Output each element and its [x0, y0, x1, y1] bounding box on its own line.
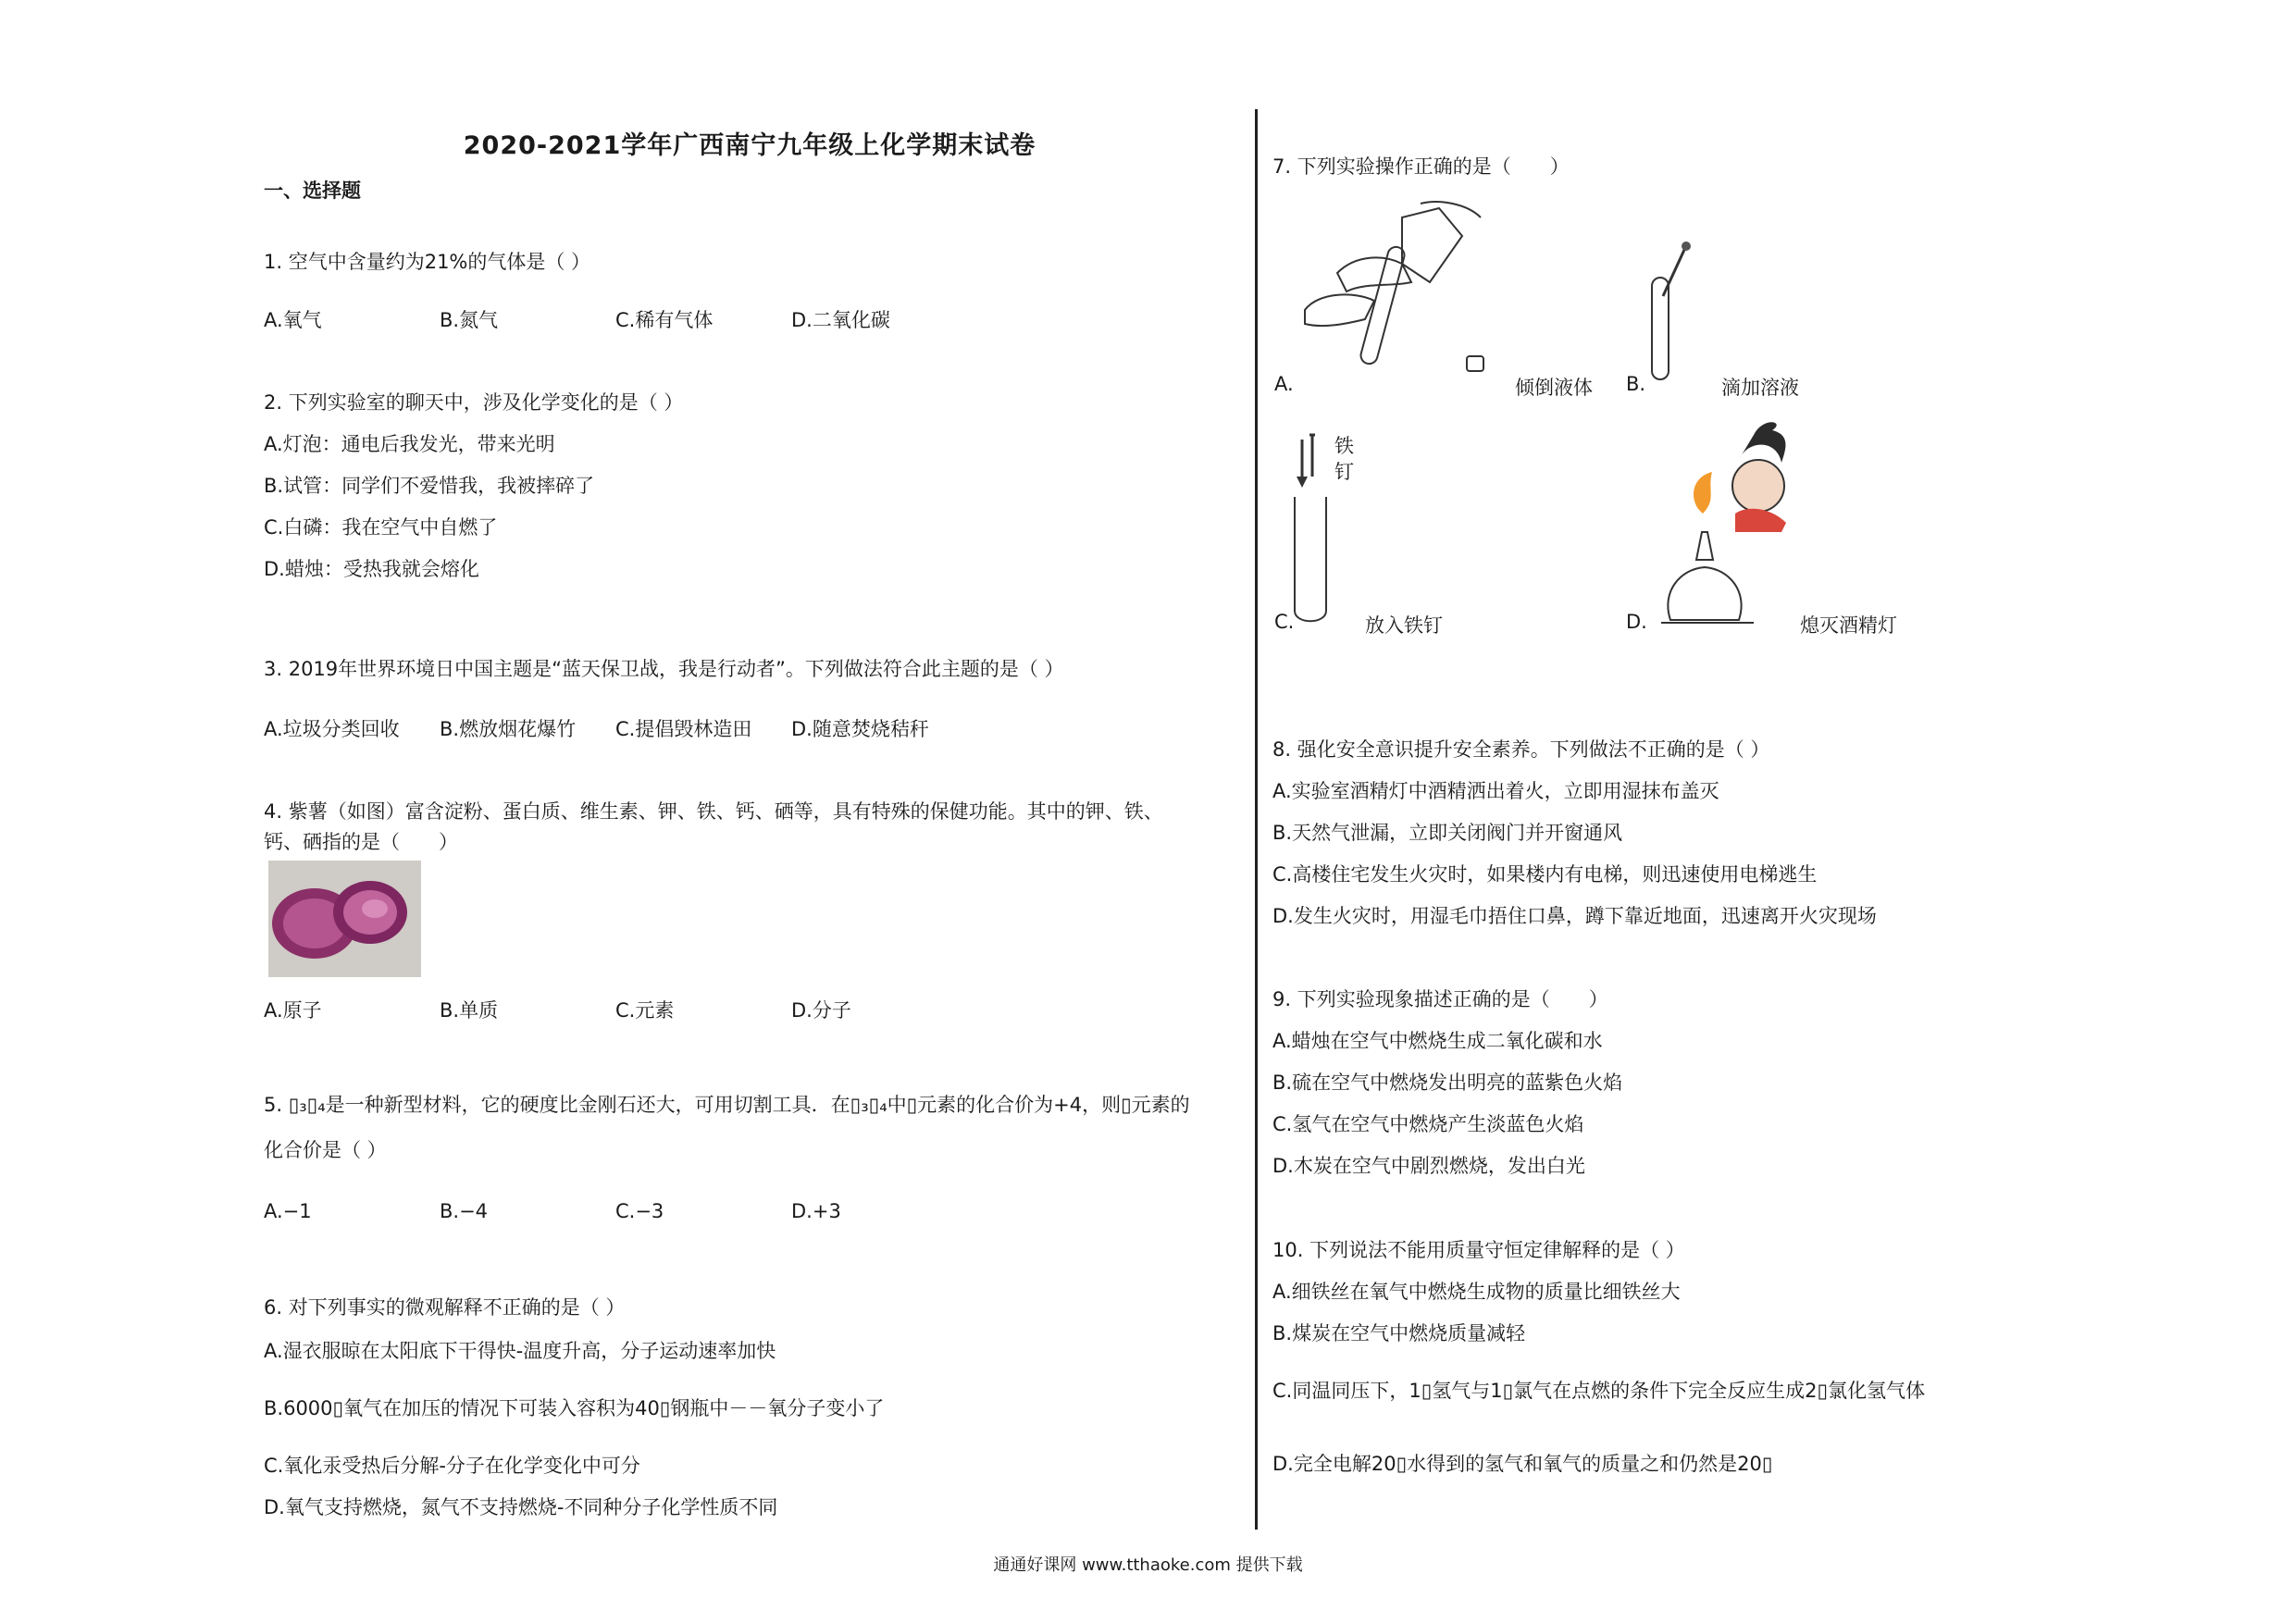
page-footer: 通通好课网 www.tthaoke.com 提供下载 — [993, 1555, 1303, 1575]
purple-sweet-potato-image — [268, 861, 421, 977]
q5-option-d: D.+3 — [791, 1200, 841, 1222]
q5-options — [264, 1200, 967, 1222]
pouring-liquid-figure — [1300, 199, 1485, 389]
column-divider — [1255, 109, 1258, 1530]
test-tube-nail-figure — [1293, 430, 1330, 625]
q5-option-b: B.−4 — [440, 1200, 489, 1222]
q5-option-a: A.−1 — [264, 1200, 312, 1222]
q5-option-c: C.−3 — [615, 1200, 664, 1222]
q4-option-b: B.单质 — [440, 999, 499, 1022]
q8-stem: 8. 强化安全意识提升安全素养。下列做法不正确的是（ ） — [1272, 738, 1770, 761]
q3-option-d: D.随意焚烧秸秆 — [791, 718, 929, 740]
q10-option-a: A.细铁丝在氧气中燃烧生成物的质量比细铁丝大 — [1272, 1281, 1681, 1303]
q9-stem: 9. 下列实验现象描述正确的是（ ） — [1272, 988, 1608, 1010]
q7-caption-b: 滴加溶液 — [1721, 377, 1799, 399]
q3-option-c: C.提倡毁林造田 — [615, 718, 752, 740]
dropper-figure — [1643, 241, 1698, 389]
q2-stem: 2. 下列实验室的聊天中，涉及化学变化的是（ ） — [264, 391, 684, 414]
q4-options — [264, 996, 967, 1023]
q4-option-d: D.分子 — [791, 999, 851, 1022]
q4-stem-line2: 钙、硒指的是（ ） — [264, 831, 458, 853]
q1-option-b: B.氮气 — [440, 309, 499, 331]
page-title: 2020-2021学年广西南宁九年级上化学期末试卷 — [463, 131, 1036, 160]
q1-option-c: C.稀有气体 — [615, 309, 714, 331]
q6-option-d: D.氧气支持燃烧，氮气不支持燃烧-不同种分子化学性质不同 — [264, 1496, 778, 1518]
q1-option-a: A.氧气 — [264, 309, 322, 331]
q7-label-a: A. — [1274, 373, 1294, 395]
q6-stem: 6. 对下列事实的微观解释不正确的是（ ） — [264, 1296, 626, 1319]
section-heading: 一、选择题 — [264, 180, 361, 202]
q8-option-c: C.高楼住宅发生火灾时，如果楼内有电梯，则迅速使用电梯逃生 — [1272, 863, 1818, 886]
q2-option-c: C.白磷：我在空气中自燃了 — [264, 516, 498, 539]
q3-stem: 3. 2019年世界环境日中国主题是“蓝天保卫战，我是行动者”。下列做法符合此主题的是（ ） — [264, 658, 1064, 680]
q2-option-d: D.蜡烛：受热我就会熔化 — [264, 558, 479, 580]
q10-option-b: B.煤炭在空气中燃烧质量减轻 — [1272, 1322, 1526, 1344]
q8-option-b: B.天然气泄漏，立即关闭阀门并开窗通风 — [1272, 822, 1623, 844]
q10-option-c: C.同温同压下，1▯氢气与1▯氯气在点燃的条件下完全反应生成2▯氯化氢气体 — [1272, 1380, 1926, 1402]
q7-label-c: C. — [1274, 611, 1295, 633]
q8-option-a: A.实验室酒精灯中酒精洒出着火，立即用湿抹布盖灭 — [1272, 780, 1719, 802]
q7-caption-d: 熄灭酒精灯 — [1800, 614, 1897, 637]
q3-option-a: A.垃圾分类回收 — [264, 718, 400, 740]
q7-label-d: D. — [1626, 611, 1647, 633]
q4-option-c: C.元素 — [615, 999, 675, 1022]
q7-nail-label-2: 钉 — [1334, 461, 1354, 483]
q6-option-a: A.湿衣服晾在太阳底下干得快-温度升高，分子运动速率加快 — [264, 1340, 776, 1362]
alcohol-lamp-figure — [1661, 421, 1800, 629]
q8-option-d: D.发生火灾时，用湿毛巾捂住口鼻，蹲下靠近地面，迅速离开火灾现场 — [1272, 905, 1877, 927]
q2-option-b: B.试管：同学们不爱惜我，我被摔碎了 — [264, 475, 595, 497]
q4-stem-line1: 4. 紫薯（如图）富含淀粉、蛋白质、维生素、钾、铁、钙、硒等，具有特殊的保健功能。其中的钾、铁、 — [264, 800, 1163, 823]
q1-stem: 1. 空气中含量约为21%的气体是（ ） — [264, 251, 591, 273]
q10-option-d: D.完全电解20▯水得到的氢气和氧气的质量之和仍然是20▯ — [1272, 1453, 1773, 1475]
q9-option-a: A.蜡烛在空气中燃烧生成二氧化碳和水 — [1272, 1030, 1603, 1052]
q7-nail-label-1: 铁 — [1334, 435, 1354, 457]
q7-caption-c: 放入铁钉 — [1365, 614, 1443, 637]
q10-stem: 10. 下列说法不能用质量守恒定律解释的是（ ） — [1272, 1239, 1685, 1261]
q6-option-b: B.6000▯氧气在加压的情况下可装入容积为40▯钢瓶中－－氧分子变小了 — [264, 1397, 885, 1419]
q4-option-a: A.原子 — [264, 999, 322, 1022]
q1-option-d: D.二氧化碳 — [791, 309, 890, 331]
q1-options — [264, 305, 967, 333]
q9-option-b: B.硫在空气中燃烧发出明亮的蓝紫色火焰 — [1272, 1072, 1623, 1094]
q2-option-a: A.灯泡：通电后我发光，带来光明 — [264, 433, 555, 455]
q9-option-d: D.木炭在空气中剧烈燃烧，发出白光 — [1272, 1155, 1585, 1177]
q3-option-b: B.燃放烟花爆竹 — [440, 718, 577, 740]
q5-stem-line2: 化合价是（ ） — [264, 1139, 387, 1161]
q6-option-c: C.氧化汞受热后分解-分子在化学变化中可分 — [264, 1455, 640, 1477]
q7-stem: 7. 下列实验操作正确的是（ ） — [1272, 155, 1570, 178]
q5-stem-line1: 5. ▯₃▯₄是一种新型材料，它的硬度比金刚石还大，可用切割工具．在▯₃▯₄中▯元素的化合价为+4，则▯元素的 — [264, 1094, 1190, 1116]
q7-label-b: B. — [1626, 373, 1646, 395]
q3-options — [264, 714, 967, 742]
q9-option-c: C.氢气在空气中燃烧产生淡蓝色火焰 — [1272, 1113, 1584, 1135]
q7-caption-a: 倾倒液体 — [1515, 377, 1593, 399]
